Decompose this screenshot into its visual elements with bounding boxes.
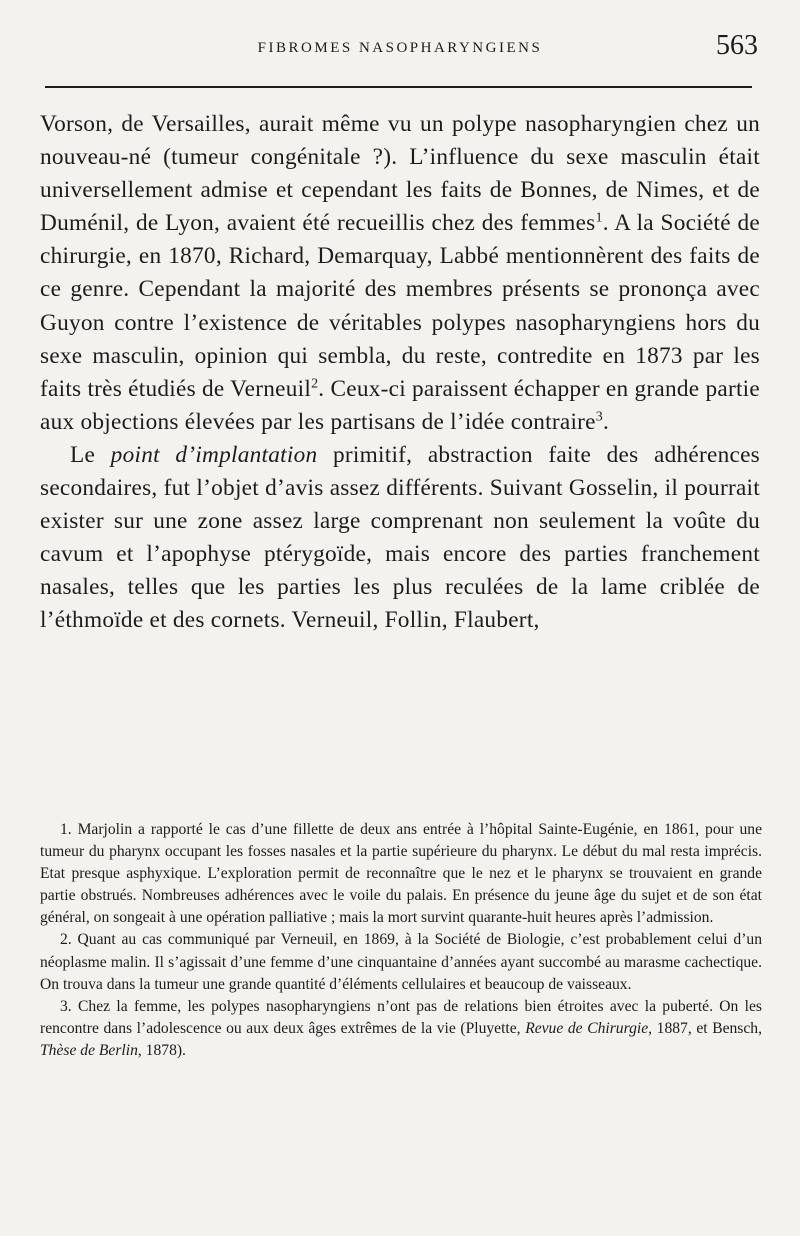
footnote-ref-2: 2: [311, 376, 319, 392]
footnote-text: , 1878).: [137, 1041, 186, 1059]
paragraph-text: primitif, abstraction faite des adhérences secondaires, fut l’objet d’avis assez différents. Suivant Gosselin, il pourrait exister sur une zone assez large comprenant non seulement la voûte du cavum et l’apophyse ptérygoïde, mais encore des parties franchement nasales, telles que les parties les plus reculées de la lame criblée de l’éthmoïde et des cornets. Verneuil, Follin, Flaubert,: [40, 441, 760, 634]
footnote-ref-1: 1: [595, 210, 603, 226]
paragraph-text: .: [603, 408, 610, 435]
emphasis-text: point d’implantation: [110, 441, 318, 468]
header-rule: [45, 86, 752, 88]
thesis-title: Thèse de Berlin: [40, 1041, 138, 1059]
page-number: 563: [716, 30, 758, 61]
footnote-ref-3: 3: [595, 409, 604, 425]
running-head: [40, 30, 760, 70]
footnote-text: 3. Chez la femme, les polypes nasopharyngiens n’ont pas de relations bien étroites avec la puberté. On les rencontre dans l’adolescence ou aux deux âges extrêmes de la vie (Pluyette,: [40, 997, 762, 1037]
paragraph-text: . A la Société de chirurgie, en 1870, Richard, Demarquay, Labbé mentionnèrent des faits de ce genre. Cependant la majorité des membres présents se prononça avec Guyon contre l’existence de véritables polypes nasopharyngiens hors du sexe masculin, opinion qui sembla, du reste, contredite en 1873 par les faits très étudiés de Verneuil: [40, 210, 760, 402]
paragraph-text: Vorson, de Versailles, aurait même vu un polype nasopharyngien chez un nouveau-né (tumeur congénitale ?). L’influence du sexe masculin était universellement admise et cependant les faits de Bonnes, de Nimes, et de Duménil, de Lyon, avaient été recueillis chez des femmes: [40, 111, 760, 237]
footnote-2: 2. Quant au cas communiqué par Verneuil, en 1869, à la Société de Biologie, c’est probablement celui d’un néoplasme malin. Il s’agissait d’une femme d’une cinquantaine d’années ayant succombé au marasme cachectique. On trouva dans la tumeur une grande quantité d’éléments cellulaires et beaucoup de vaisseaux.: [40, 931, 762, 993]
running-title: FIBROMES NASOPHARYNGIENS: [257, 40, 543, 56]
paragraph-1: [40, 108, 760, 439]
footnote-text: , 1887, et Bensch,: [648, 1019, 762, 1037]
paragraph-text: Le: [70, 441, 111, 468]
footnote-1: 1. Marjolin a rapporté le cas d’une fillette de deux ans entrée à l’hôpital Sainte-Eugénie, en 1861, pour une tumeur du pharynx occupant les fosses nasales et la partie supérieure du pharynx. Le début du mal resta imprécis. Etat presque asphyxique. L’exploration permit de reconnaître que le nez et le pharynx se trouvaient en grande partie obstrués. Nombreuses adhérences avec le voile du palais. En présence du jeune âge du sujet et de son état général, on songeait à une opération palliative ; mais la mort survint quarante-huit heures après l’admission.: [40, 821, 762, 927]
footnote-3: [40, 996, 762, 1062]
main-text: [40, 108, 760, 638]
footnotes: [40, 819, 762, 1062]
journal-title: Revue de Chirurgie: [525, 1019, 649, 1037]
paragraph-2: [40, 439, 760, 638]
paragraph-text: . Ceux-ci paraissent échapper en grande partie aux objections élevées par les partisans de l’idée contraire: [40, 375, 760, 435]
